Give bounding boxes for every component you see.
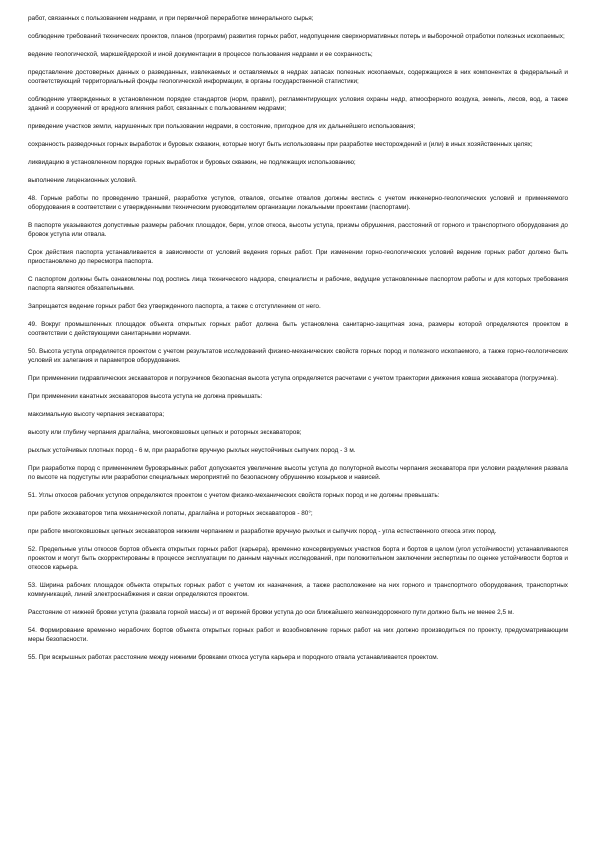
- paragraph: рыхлых устойчивых плотных пород - 6 м, при разработке вручную рыхлых неустойчивых сыпучих пород - 3 м.: [28, 447, 356, 454]
- paragraph: С паспортом должны быть ознакомлены под роспись лица технического надзора, специалисты и рабочие, ведущие установленные паспортом работы и для которых требования паспорта являются обязательными.: [28, 276, 568, 292]
- paragraph: В паспорте указываются допустимые размеры рабочих площадок, берм, углов откоса, высоты уступа, призмы обрушения, расстояний от горного и транспортного оборудования до бровок уступа или отвала.: [28, 222, 568, 238]
- paragraph: При применении гидравлических экскаваторов и погрузчиков безопасная высота уступа определяется расчетами с учетом траектории движения ковша экскаватора (погрузчика).: [28, 375, 558, 382]
- paragraph: 49. Вокруг промышленных площадок объекта открытых горных работ должна быть установлена санитарно-защитная зона, размеры которой определяются проектом в соответствии с действующими санитарными нормами.: [28, 321, 568, 337]
- paragraph: 48. Горные работы по проведению траншей, разработке уступов, отвалов, отсыпке отвалов должны вестись с учетом инженерно-геологических условий и применяемого оборудования в соответствии с утвержденными техническим руководителем организации локальными проектами (паспортами).: [28, 195, 568, 211]
- paragraph: представление достоверных данных о разведанных, извлекаемых и оставляемых в недрах запасах полезных ископаемых, содержащихся в них компонентах в федеральный и соответствующий территориальный фонды геологической информации, в органы государственной статистики;: [28, 69, 568, 85]
- paragraph: соблюдение утвержденных в установленном порядке стандартов (норм, правил), регламентирующих условия охраны недр, атмосферного воздуха, земель, лесов, вод, а также зданий и сооружений от вредного влияния работ, связанных с пользованием недрами;: [28, 96, 568, 112]
- paragraph: выполнение лицензионных условий.: [28, 177, 137, 184]
- paragraph: при работе многоковшовых цепных экскаваторов нижним черпанием и разработке вручную рыхлых и сыпучих пород - угла естественного откоса этих пород.: [28, 528, 497, 535]
- paragraph: сохранность разведочных горных выработок и буровых скважин, которые могут быть использованы при разработке месторождений и (или) в иных хозяйственных целях;: [28, 141, 533, 148]
- paragraph: 55. При вскрышных работах расстояние между нижними бровками откоса уступа карьера и породного отвала устанавливается проектом.: [28, 654, 439, 661]
- paragraph: максимальную высоту черпания экскаватора;: [28, 411, 165, 418]
- paragraph: 50. Высота уступа определяется проектом с учетом результатов исследований физико-механических свойств горных пород и полезного ископаемого, а также горно-геологических условий их залегания и параметров оборудования.: [28, 348, 568, 364]
- paragraph: 51. Углы откосов рабочих уступов определяются проектом с учетом физико-механических свойств горных пород и не должны превышать:: [28, 492, 440, 499]
- paragraph: 52. Предельные углы откосов бортов объекта открытых горных работ (карьера), временно консервируемых участков борта и бортов в целом (угол устойчивости) устанавливаются проектом и могут быть скорректированы в процессе эксплуатации по данным научных исследований, при положительном заключении экспертизы по оценке устойчивости бортов и откосов карьера.: [28, 546, 568, 571]
- paragraph: 54. Формирование временно нерабочих бортов объекта открытых горных работ и возобновление горных работ на них должно производиться по проекту, предусматривающим меры безопасности.: [28, 627, 568, 643]
- paragraph: ликвидацию в установленном порядке горных выработок и буровых скважин, не подлежащих использованию;: [28, 159, 356, 166]
- paragraph: при работе экскаваторов типа механической лопаты, драглайна и роторных экскаваторов - 80°;: [28, 510, 313, 517]
- paragraph: 53. Ширина рабочих площадок объекта открытых горных работ с учетом их назначения, а также расположение на них горного и транспортного оборудования, транспортных коммуникаций, линий электроснабжения и связи определяются проектом.: [28, 582, 568, 598]
- paragraph: высоту или глубину черпания драглайна, многоковшовых цепных и роторных экскаваторов;: [28, 429, 302, 436]
- paragraph: работ, связанных с пользованием недрами, и при первичной переработке минерального сырья;: [28, 15, 314, 22]
- paragraph: Срок действия паспорта устанавливается в зависимости от условий ведения горных работ. При изменении горно-геологических условий ведение горных работ должно быть приостановлено до пересмотра паспорта.: [28, 249, 568, 265]
- paragraph: Запрещается ведение горных работ без утвержденного паспорта, а также с отступлением от него.: [28, 303, 321, 310]
- paragraph: ведение геологической, маркшейдерской и иной документации в процессе пользования недрами и ее сохранность;: [28, 51, 373, 58]
- paragraph: Расстояние от нижней бровки уступа (развала горной массы) и от верхней бровки уступа до оси ближайшего железнодорожного пути должно быть не менее 2,5 м.: [28, 609, 514, 616]
- paragraph: соблюдение требований технических проектов, планов (программ) развития горных работ, недопущение сверхнормативных потерь и выборочной отработки полезных ископаемых;: [28, 33, 565, 40]
- paragraph: При разработке пород с применением буровзрывных работ допускается увеличение высоты уступа до полуторной высоты черпания экскаватора при условии разделения развала по высоте на подуступы или разработки специальных мероприятий по безопасному обрушению козырьков и нависей.: [28, 465, 568, 481]
- document-page: [28, 14, 568, 671]
- paragraph: При применении канатных экскаваторов высота уступа не должна превышать:: [28, 393, 263, 400]
- paragraph: приведение участков земли, нарушенных при пользовании недрами, в состояние, пригодное для их дальнейшего использования;: [28, 123, 416, 130]
